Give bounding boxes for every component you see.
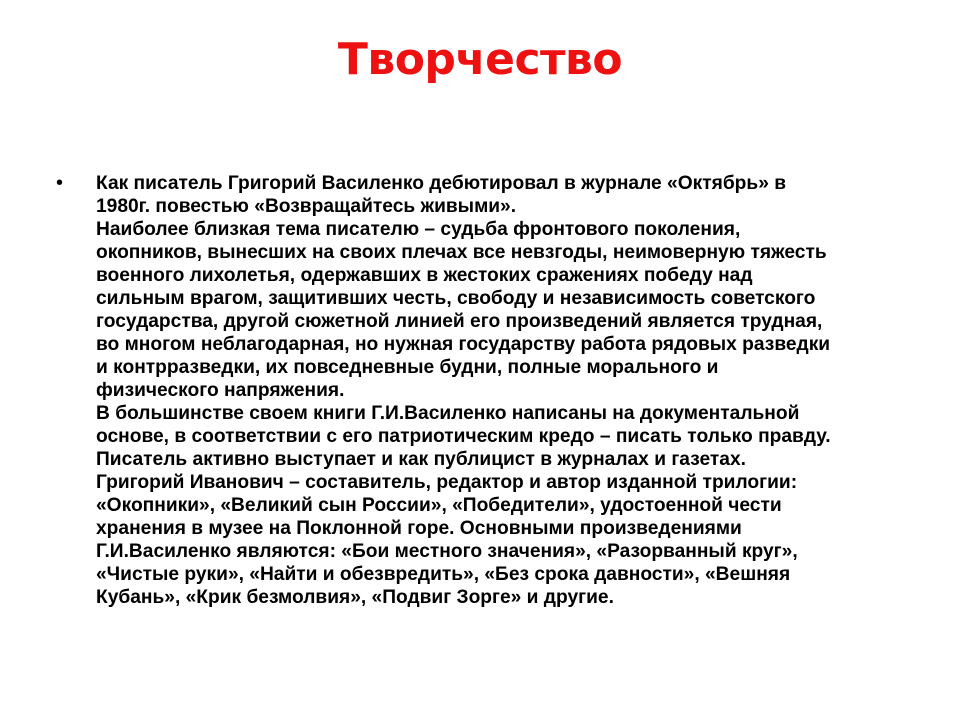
body-text — [96, 172, 906, 609]
text-line: во многом неблагодарная, но нужная государству работа рядовых разведки — [96, 334, 831, 355]
text-line: Как писатель Григорий Василенко дебютировал в журнале «Октябрь» в — [96, 173, 786, 194]
text-line: физического напряжения. — [96, 380, 345, 401]
text-line: «Окопники», «Великий сын России», «Победители», удостоенной чести — [96, 495, 782, 516]
text-line: «Чистые руки», «Найти и обезвредить», «Без срока давности», «Вешняя — [96, 564, 791, 585]
text-line: В большинстве своем книги Г.И.Василенко написаны на документальной — [96, 403, 800, 424]
slide-title: Творчество — [337, 34, 623, 85]
text-line: Кубань», «Крик безмолвия», «Подвиг Зорге» и другие. — [96, 587, 614, 608]
text-line: Г.И.Василенко являются: «Бои местного значения», «Разорванный круг», — [96, 541, 798, 562]
text-line: окопников, вынесших на своих плечах все невзгоды, неимоверную тяжесть — [96, 242, 827, 263]
text-line: 1980г. повестью «Возвращайтесь живыми». — [96, 196, 517, 217]
text-line: Наиболее близкая тема писателю – судьба фронтового поколения, — [96, 219, 741, 240]
text-line: Писатель активно выступает и как публицист в журналах и газетах. — [96, 449, 746, 470]
text-line: Григорий Иванович – составитель, редактор и автор изданной трилогии: — [96, 472, 798, 493]
text-line: основе, в соответствии с его патриотическим кредо – писать только правду. — [96, 426, 831, 447]
text-line: хранения в музее на Поклонной горе. Основными произведениями — [96, 518, 742, 539]
text-line: государства, другой сюжетной линией его произведений является трудная, — [96, 311, 823, 332]
text-line: военного лихолетья, одержавших в жестоких сражениях победу над — [96, 265, 753, 286]
text-line: сильным врагом, защитивших честь, свободу и независимость советского — [96, 288, 816, 309]
bullet-icon: • — [56, 172, 64, 194]
text-line: и контрразведки, их повседневные будни, полные морального и — [96, 357, 719, 378]
bullet-item — [56, 172, 906, 609]
